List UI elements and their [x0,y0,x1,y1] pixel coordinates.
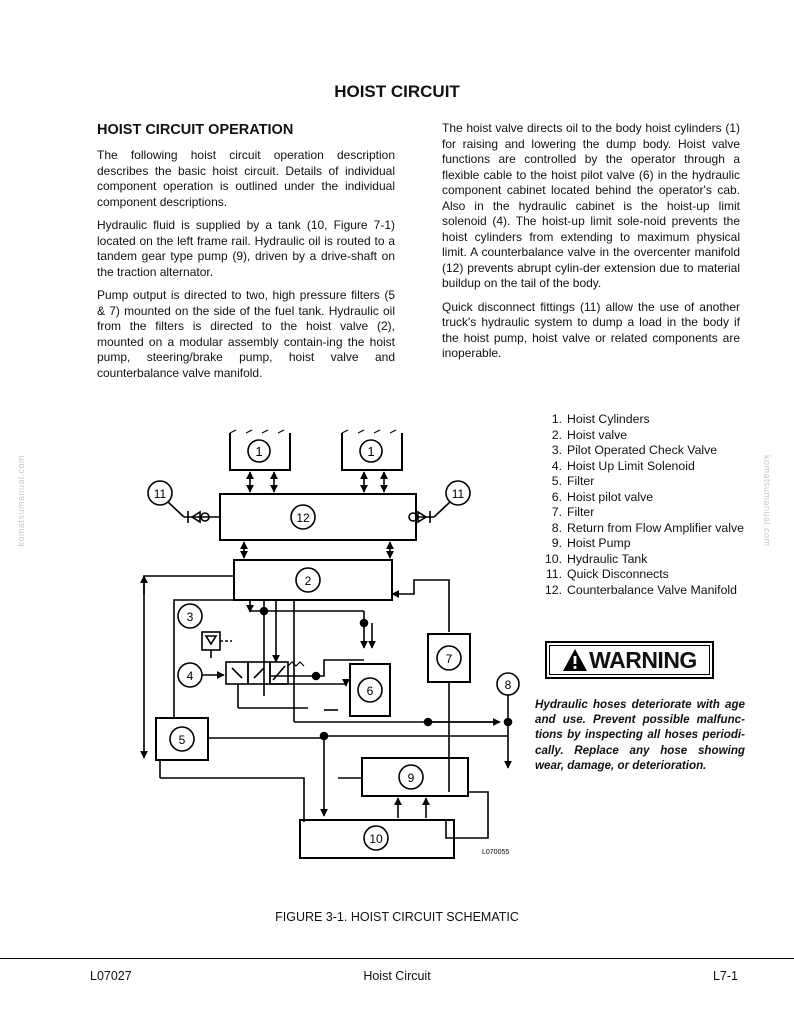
label-valve: 2 [304,574,312,588]
right-paragraph-1: The hoist valve directs oil to the body hoist cylinders (1) for raising and lowering the dump body. Hoist valve functions are controlled by the operator through a flexible cable to the hoist pilot valve (6) in the hydraulic component cabinet located behind the operator's cab. Also in the hydraulic cabinet is the hoist-up limit solenoid (4). The hoist-up limit sole-noid prevents the hoist cylinders from extending to maximum physical limit. A counterbalance valve in the overcenter manifold (12) prevents abrupt cylin-der extension due to material buildup on the tail of the body. [442,121,740,290]
warning-sign-inner [549,645,710,675]
footer-page-number: L7-1 [712,969,738,983]
right-paragraph-2: Quick disconnect fittings (11) allow the use of another truck's hydraulic system to dump a load in the body if the hoist pump, hoist valve or related components are inoperable. [442,299,740,360]
warning-sign [545,641,714,679]
legend-item: 3. Pilot Operated Check Valve [551,443,718,457]
label-filter-right: 7 [445,652,453,666]
pilot-circuit-lines [238,600,498,722]
label-filter-left: 5 [178,733,186,747]
legend-item: 11. Quick Disconnects [545,567,669,581]
counterbalance-manifold [220,494,416,540]
manifold-valve-lines [244,542,390,558]
right-column [442,121,740,370]
warning-triangle-icon [562,648,588,672]
label-pump: 9 [407,771,415,785]
label-tank: 10 [369,832,383,846]
check-valve [178,604,232,658]
label-cylinder-right: 1 [367,444,375,459]
watermark-right: komatsumanual.com [762,455,772,547]
footer-rule [0,958,794,959]
label-cylinder-left: 1 [255,444,263,459]
left-paragraph-3: Pump output is directed to two, high pressure filters (5 & 7) mounted on the side of the fuel tank. Hydraulic oil from the filters is directed to the hoist valve (2), mounted on a modular assembly contain-ing the hoist pump, steering/brake pump, hoist valve and counterbalance valve manifold. [97,288,395,380]
section-heading: HOIST CIRCUIT OPERATION [97,122,294,138]
watermark-left: komatsumanual.com [16,455,26,547]
left-paragraph-1: The following hoist circuit operation description describes the basic hoist circuit. Details of individual component operation is outlined under the individual component descriptions. [97,148,395,209]
hoist-pump [338,758,488,838]
figure-caption: FIGURE 3-1. HOIST CIRCUIT SCHEMATIC [275,910,519,924]
label-solenoid: 4 [186,669,194,683]
hoist-cylinder-right [342,430,402,470]
hoist-circuit-schematic [128,418,528,863]
label-qd-right: 11 [451,487,465,501]
label-qd-left: 11 [153,487,167,501]
filter-right [392,580,470,792]
left-column [97,121,395,389]
left-circuit-lines [144,576,250,758]
quick-disconnect-right [409,481,470,523]
pilot-valve [350,664,390,716]
legend-item: 2. Hoist valve [551,427,628,442]
hoist-valve [234,560,392,600]
legend-item: 4. Hoist Up Limit Solenoid [551,458,695,473]
footer-section-name: Hoist Circuit [363,969,431,983]
warning-title: WARNING [589,646,697,673]
legend-item: 1. Hoist Cylinders [551,412,650,426]
warning-text: Hydraulic hoses deteriorate with age and use. Prevent possible malfunc-tions by inspecting all hoses periodi-cally. Replace any hose showing wear, damage, or deterioration. [535,698,745,772]
label-check-valve: 3 [186,610,194,624]
footer-doc-number: L07027 [90,969,132,983]
legend-item: 9. Hoist Pump [551,536,631,550]
hoist-cylinder-left [230,430,290,470]
drawing-code: L070055 [482,849,510,856]
filter-left [156,718,324,822]
label-manifold: 12 [296,511,310,525]
legend-item: 12. Counterbalance Valve Manifold [544,582,737,597]
schematic-legend [538,412,744,598]
legend-item: 7. Filter [551,505,595,519]
hydraulic-tank [300,820,454,858]
quick-disconnect-left [148,481,220,523]
legend-item: 10. Hydraulic Tank [544,551,648,566]
left-paragraph-2: Hydraulic fluid is supplied by a tank (10, Figure 7-1) located on the left frame rail. Hydraulic oil is routed to a tandem gear type pump (9), driven by a drive-shaft on the traction alternator. [97,218,395,279]
label-pilot-valve: 6 [366,684,374,698]
cylinder-lines [250,472,384,492]
legend-item: 8. Return from Flow Amplifier valve [551,520,744,535]
legend-item: 6. Hoist pilot valve [551,489,654,504]
page-title: HOIST CIRCUIT [334,82,460,101]
legend-item: 5. Filter [551,474,595,488]
label-return-line: 8 [504,678,512,692]
